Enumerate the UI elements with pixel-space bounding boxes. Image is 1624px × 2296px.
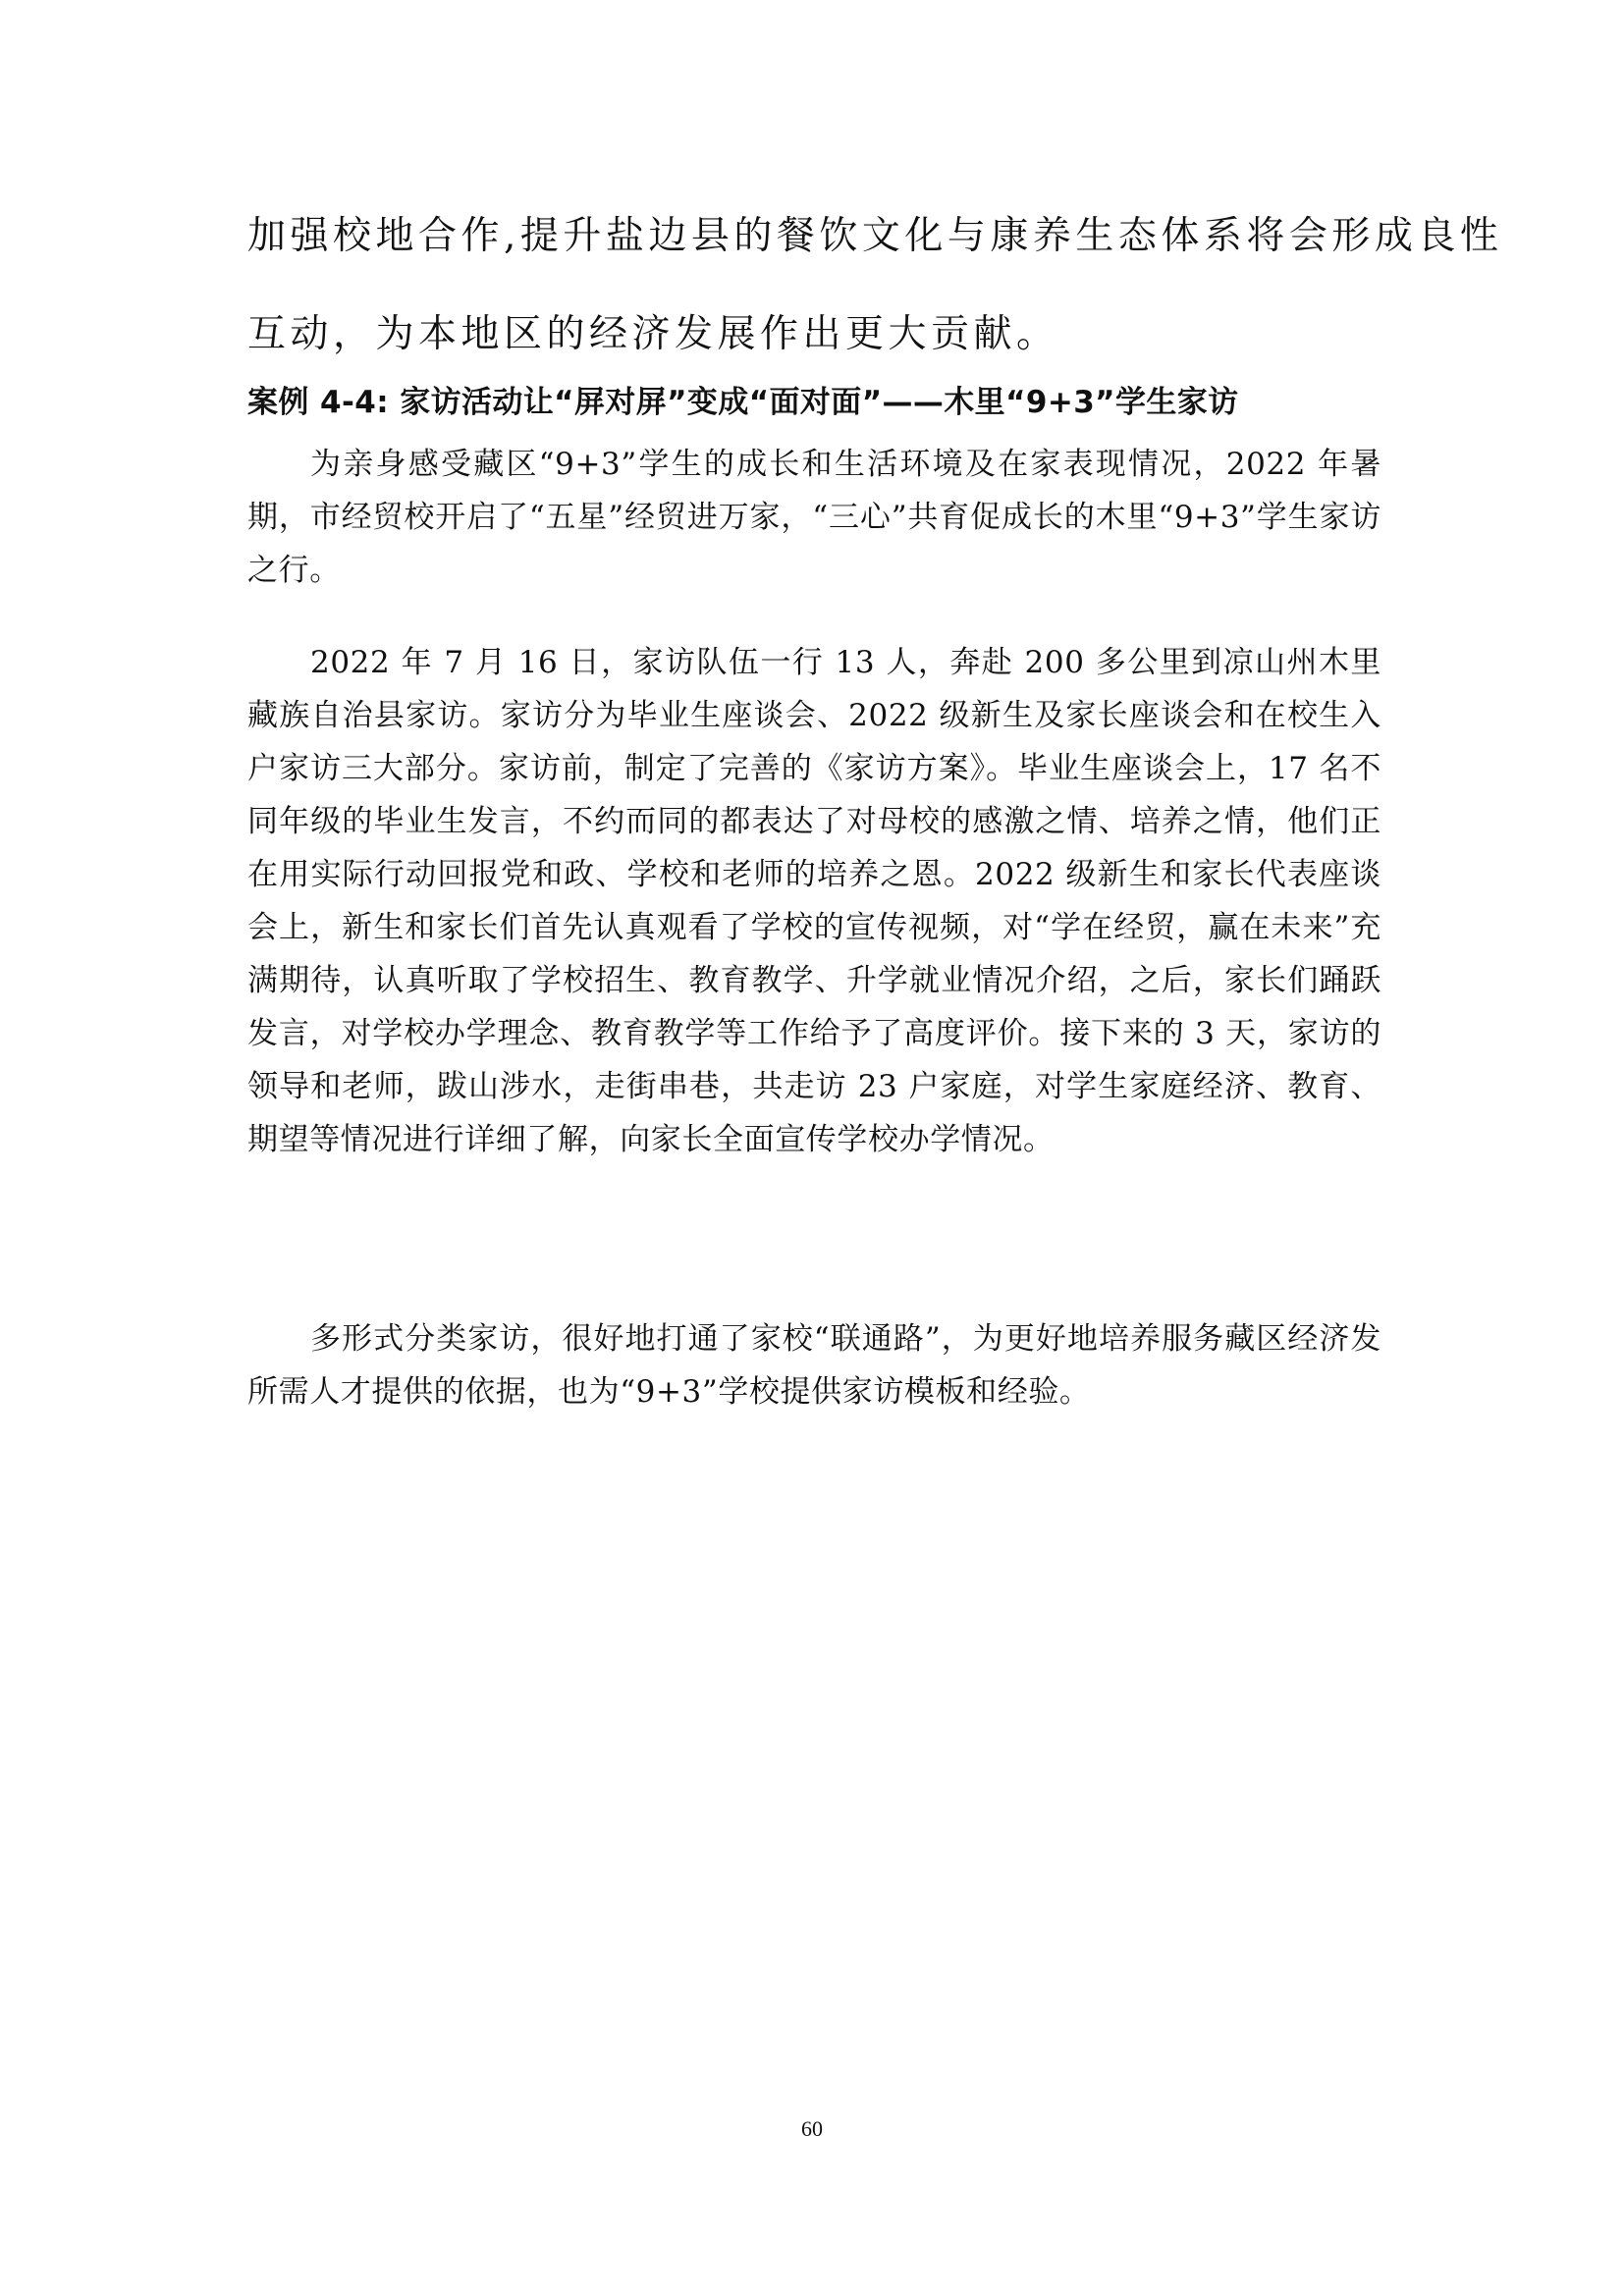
paragraph-conclusion <box>247 1312 1381 1418</box>
continued-line-1: 加强校地合作,提升盐边县的餐饮文化与康养生态体系将会形成良性 <box>247 214 1503 258</box>
paragraph-details <box>247 636 1381 1166</box>
page-number: 60 <box>801 2116 823 2141</box>
paragraph: 为亲身感受藏区“9+3”学生的成长和生活环境及在家表现情况，2022 年暑期，市经贸校开启了“五星”经贸进万家，“三心”共育促成长的木里“9+3”学生家访之行。 <box>247 447 1381 588</box>
paragraph-intro <box>247 438 1381 597</box>
continued-paragraph <box>247 201 1503 358</box>
case-heading: 案例 4-4: 家访活动让“屏对屏”变成“面对面”——木里“9+3”学生家访 <box>247 385 1239 420</box>
paragraph: 多形式分类家访，很好地打通了家校“联通路”，为更好地培养服务藏区经济发所需人才提供的依据，也为“9+3”学校提供家访模板和经验。 <box>247 1321 1381 1410</box>
continued-line-2: 互动，为本地区的经济发展作出更大贡献。 <box>247 312 1059 356</box>
paragraph: 2022 年 7 月 16 日，家访队伍一行 13 人，奔赴 200 多公里到凉山州木里藏族自治县家访。家访分为毕业生座谈会、2022 级新生及家长座谈会和在校生入户家访三大部分。家访前，制定了完善的《家访方案》。毕业生座谈会上，17 名不同年级的毕业生发言，不约而同的都表达了对母校的感激之情、培养之情，他们正在用实际行动回报党和政、学校和老师的培养之恩。2022 级新生和家长代表座谈会上，新生和家长们首先认真观看了学校的宣传视频，对“学在经贸，赢在未来”充满期待，认真听取了学校招生、教育教学、升学就业情况介绍，之后，家长们踊跃发言，对学校办学理念、教育教学等工作给予了高度评价。接下来的 3 天，家访的领导和老师，跋山涉水，走街串巷，共走访 23 户家庭，对学生家庭经济、教育、期望等情况进行详细了解，向家长全面宣传学校办学情况。 <box>247 645 1381 1157</box>
